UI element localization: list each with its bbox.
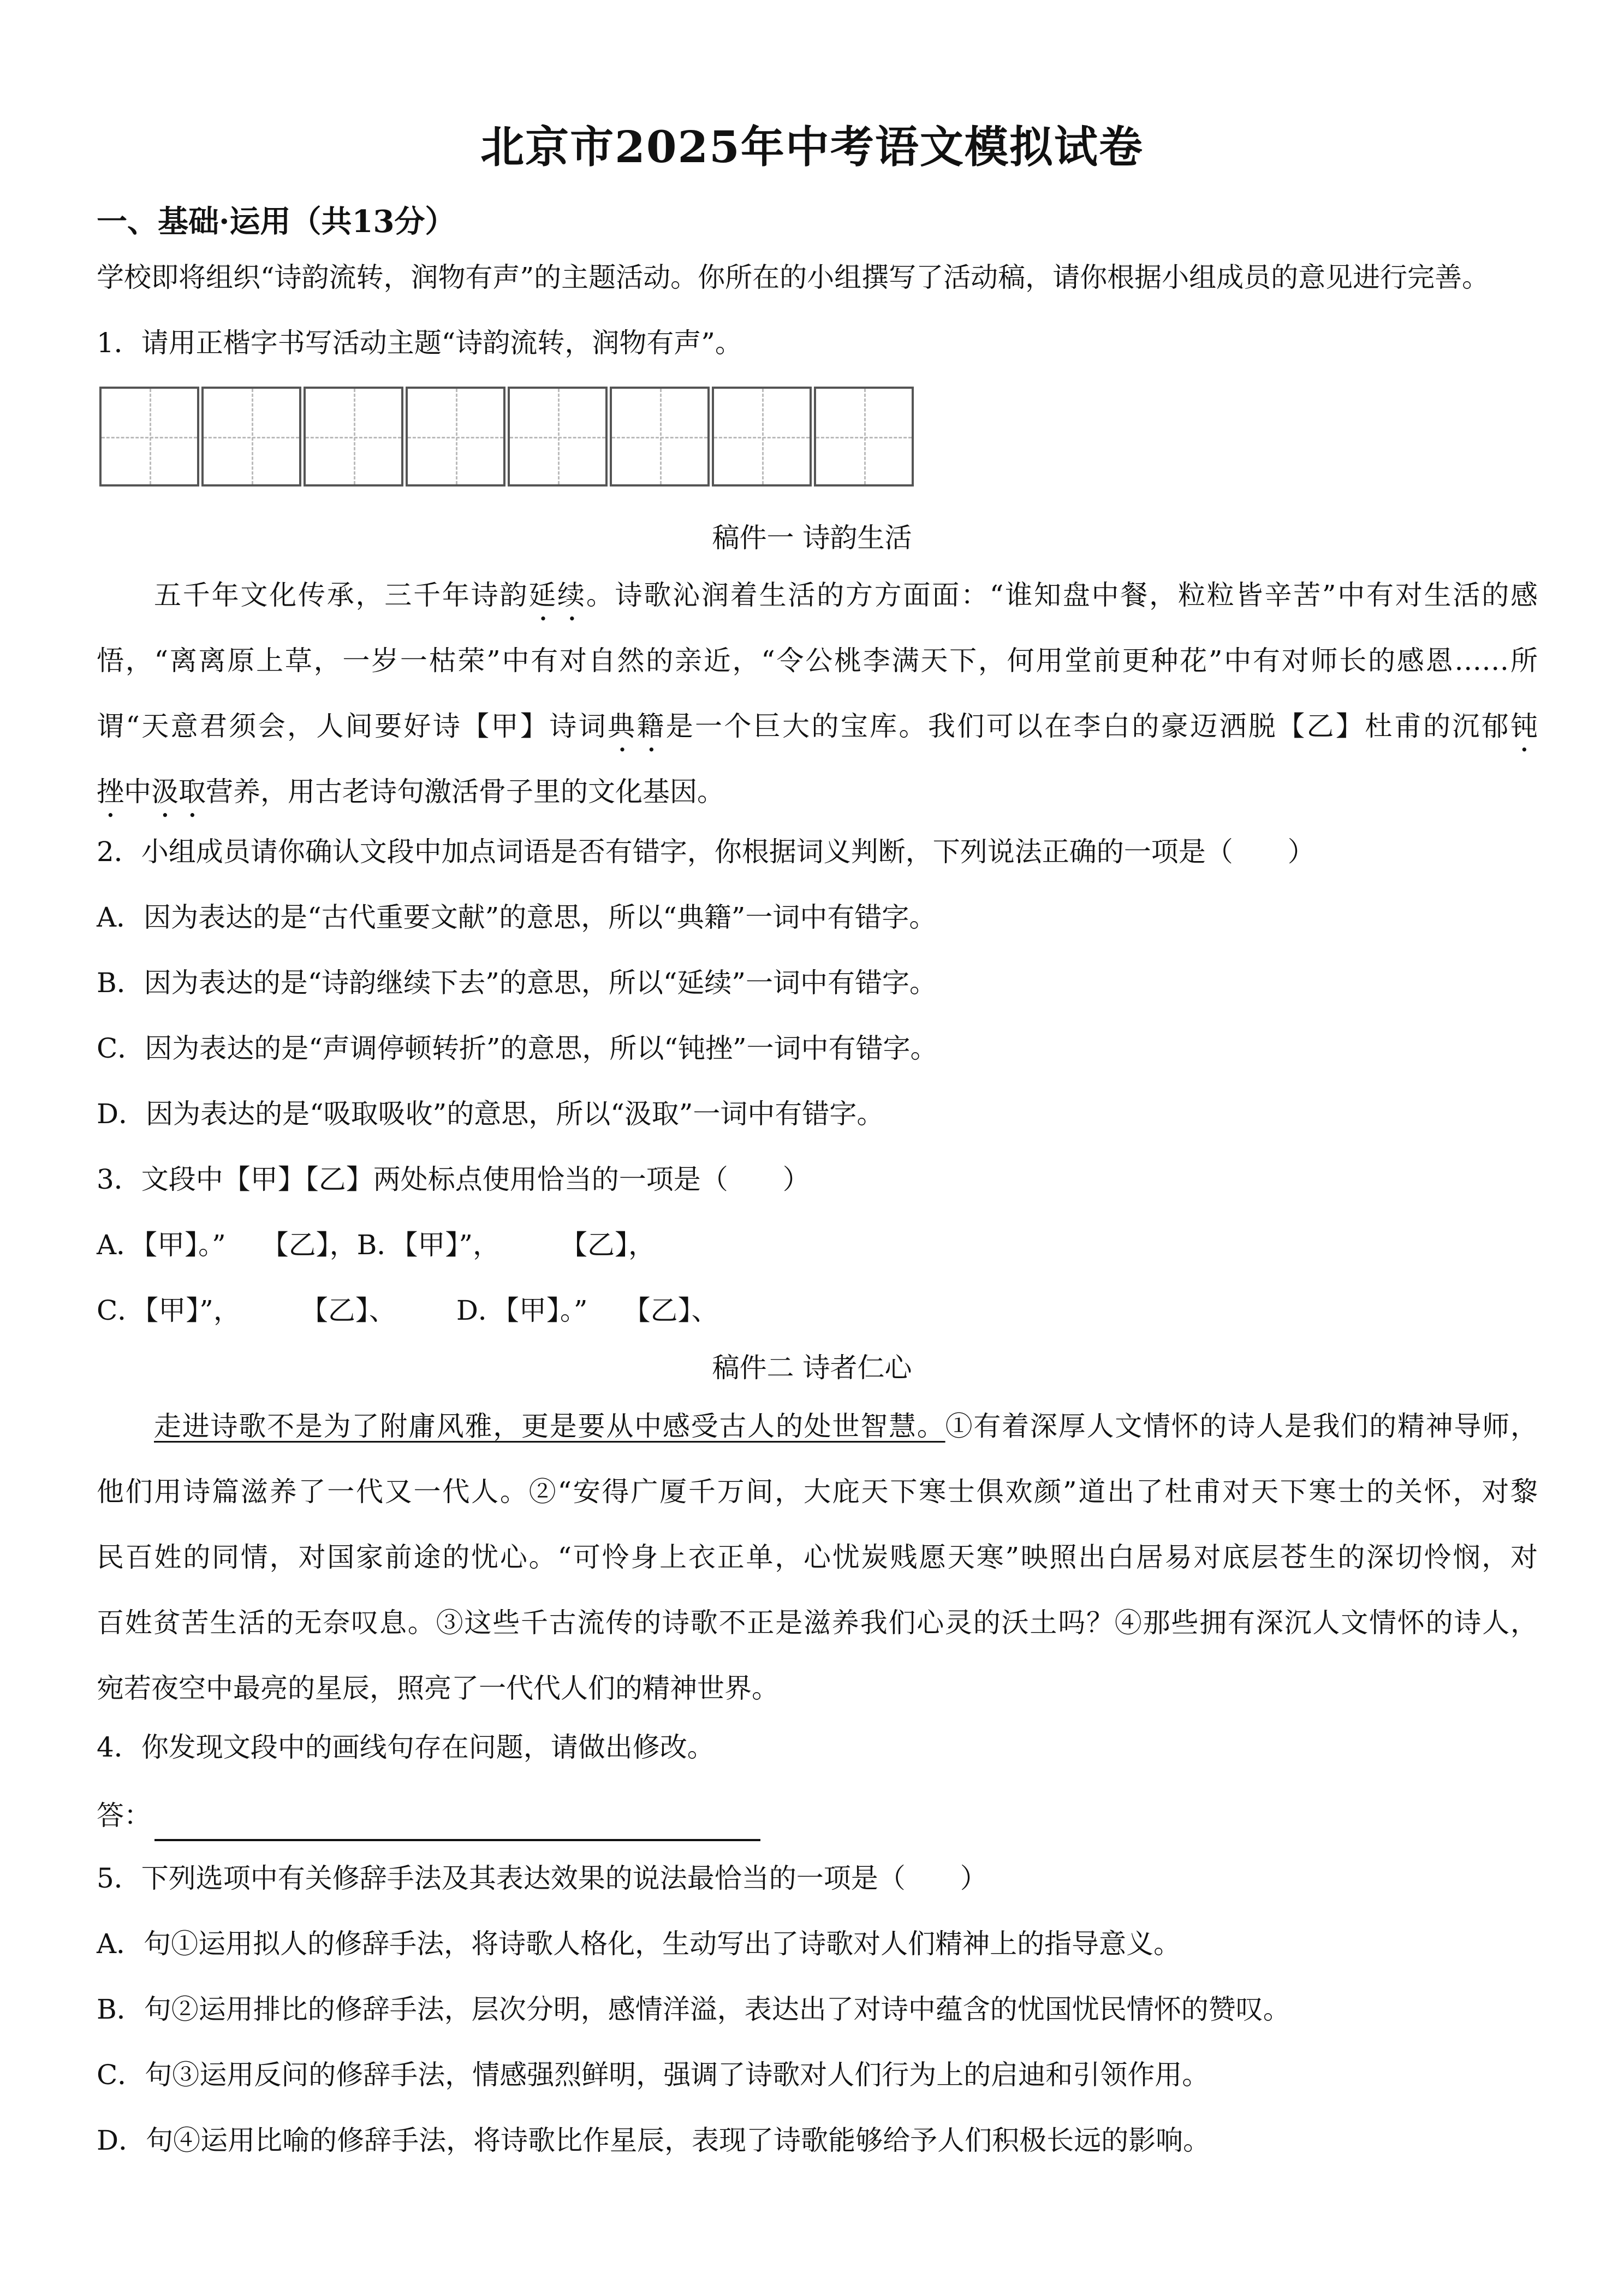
q5-option-d[interactable]: D．句④运用比喻的修辞手法，将诗歌比作星辰，表现了诗歌能够给予人们积极长远的影响。 <box>97 2125 1211 2156</box>
question-3: 3．文段中【甲】【乙】两处标点使用恰当的一项是（ ） <box>97 1164 810 1195</box>
grid-cell[interactable] <box>406 387 505 487</box>
q5-option-c[interactable]: C．句③运用反问的修辞手法，情感强烈鲜明，强调了诗歌对人们行为上的启迪和引领作用。 <box>97 2059 1210 2091</box>
answer-input-line[interactable] <box>154 1839 760 1841</box>
paragraph-line: 宛若夜空中最亮的星辰，照亮了一代代人们的精神世界。 <box>97 1672 779 1704</box>
paragraph-line: 谓“天意君须会，人间要好诗【甲】诗词典籍是一个巨大的宝库。我们可以在李白的豪迈洒脱【乙】杜甫的沉郁钝 <box>97 710 1538 742</box>
section-heading: 一、基础·运用（共13分） <box>97 204 456 240</box>
intro-text: 学校即将组织“诗韵流转，润物有声”的主题活动。你所在的小组撰写了活动稿，请你根据小组成员的意见进行完善。 <box>97 262 1490 293</box>
question-4: 4．你发现文段中的画线句存在问题，请做出修改。 <box>97 1731 715 1763</box>
dotted-word: 典籍 <box>607 710 666 742</box>
grid-cell[interactable] <box>610 387 710 487</box>
q3-options-row-1: A．【甲】。” 【乙】，B．【甲】”， 【乙】， <box>97 1229 656 1261</box>
grid-cell[interactable] <box>99 387 199 487</box>
page-title: 北京市2025年中考语文模拟试卷 <box>480 121 1144 173</box>
q3-option-a[interactable]: A．【甲】。” <box>97 1229 226 1261</box>
paragraph-line: 悟，“离离原上草，一岁一枯荣”中有对自然的亲近，“令公桃李满天下，何用堂前更种花”中有对师长的感恩……所 <box>97 645 1538 677</box>
draft-1-paragraph <box>97 562 1538 824</box>
paragraph-line: 他们用诗篇滋养了一代又一代人。②“安得广厦千万间，大庇天下寒士俱欢颜”道出了杜甫对天下寒士的关怀，对黎 <box>97 1476 1538 1508</box>
writing-grid[interactable] <box>99 387 916 487</box>
grid-cell[interactable] <box>201 387 301 487</box>
grid-cell[interactable] <box>508 387 608 487</box>
paragraph-line: 挫中汲取营养，用古老诗句激活骨子里的文化基因。 <box>97 776 724 808</box>
answer-label: 答： <box>97 1800 151 1831</box>
paragraph-line: 五千年文化传承，三千年诗韵延续。诗歌沁润着生活的方方面面：“谁知盘中餐，粒粒皆辛苦”中有对生活的感 <box>154 579 1538 611</box>
q5-option-a[interactable]: A．句①运用拟人的修辞手法，将诗歌人格化，生动写出了诗歌对人们精神上的指导意义。 <box>97 1928 1181 1960</box>
paragraph-line: 百姓贫苦生活的无奈叹息。③这些千古流传的诗歌不正是滋养我们心灵的沃土吗？④那些拥有深沉人文情怀的诗人， <box>97 1607 1538 1639</box>
q3-option-c[interactable]: C．【甲】”， <box>97 1295 241 1326</box>
paragraph-line: 走进诗歌不是为了附庸风雅，更是要从中感受古人的处世智慧。①有着深厚人文情怀的诗人是我们的精神导师， <box>154 1410 1538 1442</box>
dotted-word: 钝 <box>1510 710 1538 742</box>
question-2: 2．小组成员请你确认文段中加点词语是否有错字，你根据词义判断，下列说法正确的一项是（ ） <box>97 836 1315 868</box>
draft-2-heading: 稿件二 诗者仁心 <box>712 1352 912 1384</box>
draft-2-paragraph <box>97 1393 1538 1721</box>
grid-cell[interactable] <box>712 387 812 487</box>
q2-option-c[interactable]: C．因为表达的是“声调停顿转折”的意思，所以“钝挫”一词中有错字。 <box>97 1033 938 1064</box>
grid-cell[interactable] <box>304 387 403 487</box>
draft-1-heading: 稿件一 诗韵生活 <box>712 522 912 554</box>
grid-cell[interactable] <box>814 387 914 487</box>
q5-option-b[interactable]: B．句②运用排比的修辞手法，层次分明，感情洋溢，表达出了对诗中蕴含的忧国忧民情怀的赞叹。 <box>97 1994 1290 2025</box>
q3-option-b[interactable]: B．【甲】”， <box>356 1229 500 1261</box>
q3-options-row-2: C．【甲】”， 【乙】、 D．【甲】。” 【乙】、 <box>97 1295 719 1326</box>
q3-option-d[interactable]: D．【甲】。” <box>456 1295 588 1326</box>
q2-option-a[interactable]: A．因为表达的是“古代重要文献”的意思，所以“典籍”一词中有错字。 <box>97 901 937 933</box>
dotted-word: 挫 <box>97 776 124 808</box>
q2-option-d[interactable]: D．因为表达的是“吸取吸收”的意思，所以“汲取”一词中有错字。 <box>97 1098 884 1130</box>
question-5: 5．下列选项中有关修辞手法及其表达效果的说法最恰当的一项是（ ） <box>97 1862 988 1894</box>
q2-option-b[interactable]: B．因为表达的是“诗韵继续下去”的意思，所以“延续”一词中有错字。 <box>97 967 937 999</box>
question-1: 1．请用正楷字书写活动主题“诗韵流转，润物有声”。 <box>97 327 742 359</box>
underlined-sentence: 走进诗歌不是为了附庸风雅，更是要从中感受古人的处世智慧。 <box>154 1410 945 1442</box>
dotted-word: 汲取 <box>151 776 206 808</box>
dotted-word: 延续 <box>528 579 586 611</box>
paragraph-line: 民百姓的同情，对国家前途的忧心。“可怜身上衣正单，心忧炭贱愿天寒”映照出白居易对底层苍生的深切怜悯，对 <box>97 1541 1538 1573</box>
